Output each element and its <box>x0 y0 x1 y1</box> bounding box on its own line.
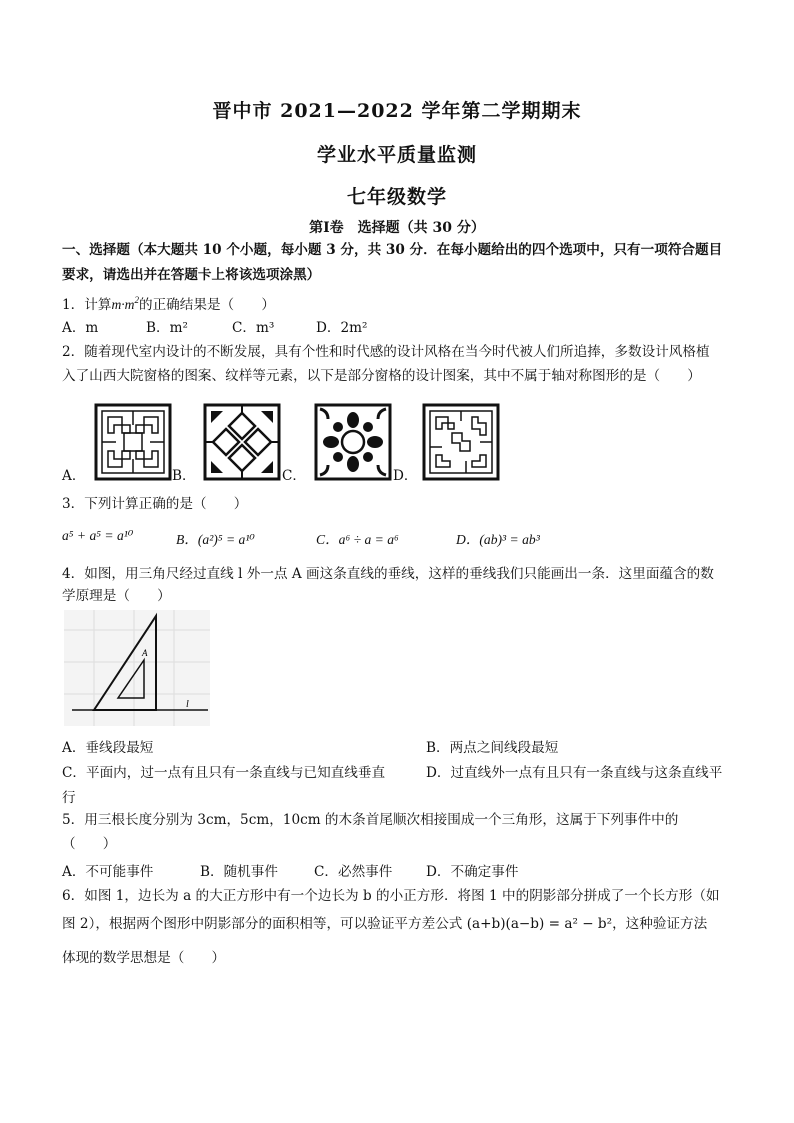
q5-line2: （ ） <box>62 836 117 852</box>
window-pattern-c <box>314 403 392 481</box>
q4-option-b: B．两点之间线段最短 <box>426 740 559 756</box>
q4-option-d: D．过直线外一点有且只有一条直线与这条直线平 <box>426 765 723 781</box>
exam-grade: 七年级数学 <box>346 186 447 208</box>
section-heading: 第Ⅰ卷 选择题（共 30 分） <box>309 220 485 236</box>
q1-option-c: C．m³ <box>232 320 275 336</box>
q4-triangle-ruler-figure <box>64 610 210 726</box>
q4-fig-point-a: A <box>142 648 148 658</box>
part1-heading-line1: 一、选择题（本大题共 10 个小题，每小题 3 分，共 30 分．在每小题给出的四个选项中，只有一项符合题目 <box>62 242 723 258</box>
q4-option-c: C．平面内，过一点有且只有一条直线与已知直线垂直 <box>62 765 386 781</box>
q3-option-d: D．(ab)³ = ab³ <box>456 532 540 547</box>
exam-title: 晋中市 2021—2022 学年第二学期期末 <box>212 100 582 122</box>
q5-line1: 5．用三根长度分别为 3cm，5cm，10cm 的木条首尾顺次相接围成一个三角形，这属于下列事件中的 <box>62 812 679 828</box>
q6-line1: 6．如图 1，边长为 a 的大正方形中有一个边长为 b 的小正方形．将图 1 中的阴影部分拼成了一个长方形（如 <box>62 888 720 904</box>
part1-heading-line2: 要求，请选出并在答题卡上将该选项涂黑） <box>62 267 321 283</box>
q1-option-d: D．2m² <box>316 320 368 336</box>
q1-expression: $m\cdot m^2$ <box>111 295 139 312</box>
q2-line1: 2．随着现代室内设计的不断发展，具有个性和时代感的设计风格在当今时代被人们所追捧，多数设计风格植 <box>62 344 710 360</box>
q5-option-c: C．必然事件 <box>314 864 393 880</box>
q3-option-a: a⁵ + a⁵ = a¹⁰ <box>62 528 134 543</box>
q5-option-b: B．随机事件 <box>200 864 278 880</box>
q2-option-a: A． <box>62 468 86 484</box>
q1-stem-b: 的正确结果是（ ） <box>138 297 275 313</box>
q1-option-b: B．m² <box>146 320 188 336</box>
q2-option-c: C． <box>282 468 306 484</box>
exam-subtitle: 学业水平质量监测 <box>316 144 477 166</box>
q2-line2: 入了山西大院窗格的图案、纹样等元素，以下是部分窗格的设计图案，其中不属于轴对称图形的是（ ） <box>62 368 701 384</box>
q4-fig-line-l: l <box>186 699 189 710</box>
q5-option-d: D．不确定事件 <box>426 864 519 880</box>
q4-option-a: A．垂线段最短 <box>62 740 154 756</box>
q1-option-a: A．m <box>62 320 99 336</box>
q3-option-c: C．a⁶ ÷ a = a⁶ <box>316 532 399 547</box>
q1-stem-a: 1．计算 <box>62 297 112 313</box>
window-pattern-b <box>203 403 281 481</box>
q2-option-b: B． <box>172 468 196 484</box>
q1-stem <box>62 290 738 315</box>
window-pattern-a <box>94 403 172 481</box>
q4-line2: 学原理是（ ） <box>62 588 171 604</box>
q6-line2: 图 2），根据两个图形中阴影部分的面积相等，可以验证平方差公式 (a+b)(a−b) = a² − b²，这种验证方法 <box>62 916 708 932</box>
q3-option-b: B．(a²)⁵ = a¹⁰ <box>176 532 255 547</box>
q3-stem: 3．下列计算正确的是（ ） <box>62 496 248 512</box>
q6-line3: 体现的数学思想是（ ） <box>62 950 226 966</box>
q2-option-d: D． <box>393 468 418 484</box>
window-pattern-d <box>422 403 500 481</box>
q4-line1: 4．如图，用三角尺经过直线 l 外一点 A 画这条直线的垂线，这样的垂线我们只能画出一条．这里面蕴含的数 <box>62 566 714 582</box>
q5-option-a: A．不可能事件 <box>62 864 154 880</box>
q4-option-d-wrap: 行 <box>62 790 76 806</box>
